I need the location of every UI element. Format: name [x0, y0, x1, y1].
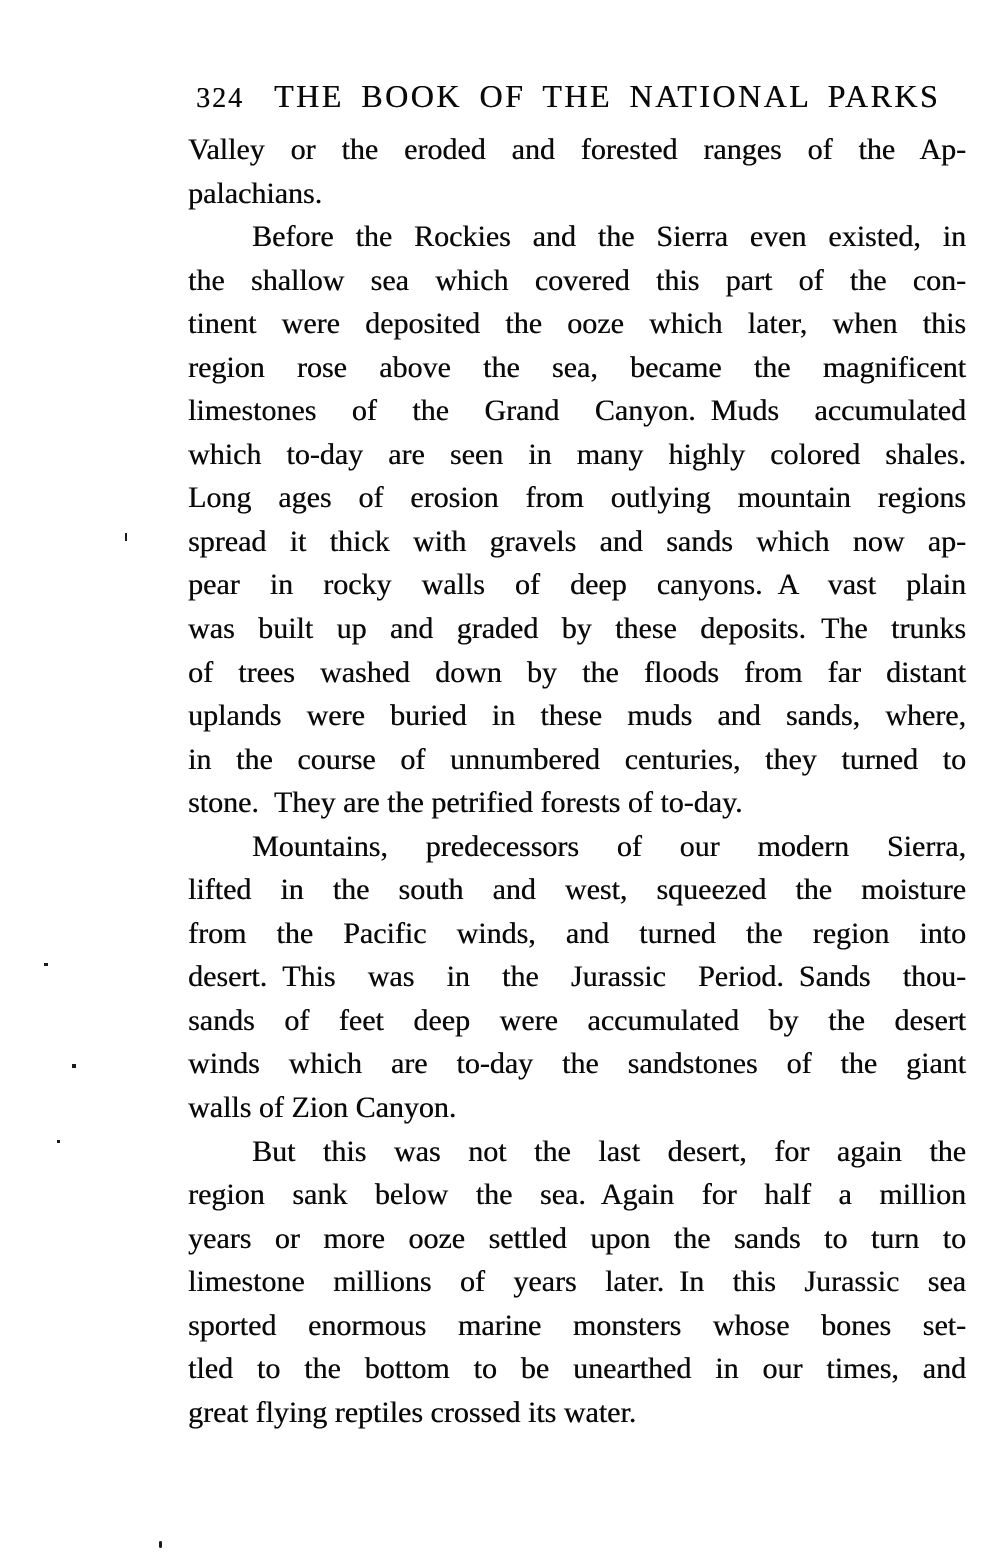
text-line: region sank below the sea. Again for half a million — [188, 1178, 966, 1212]
paragraph — [188, 215, 966, 825]
text-line: limestones of the Grand Canyon. Muds accumulated — [188, 394, 966, 428]
text-line: uplands were buried in these muds and sands, where, — [188, 699, 966, 733]
text-line: sands of feet deep were accumulated by the desert — [188, 1003, 966, 1037]
text-line: spread it thick with gravels and sands which now ap- — [188, 524, 966, 558]
scan-speck — [72, 1064, 76, 1068]
text-line: Mountains, predecessors of our modern Sierra, — [252, 829, 966, 863]
text-line: stone. They are the petrified forests of to-day. — [188, 786, 743, 820]
scan-speck — [125, 533, 127, 541]
text-line: desert. This was in the Jurassic Period. Sands thou- — [188, 960, 966, 994]
scan-speck — [57, 1140, 60, 1143]
text-line: Valley or the eroded and forested ranges of the Ap- — [188, 133, 966, 166]
text-line: lifted in the south and west, squeezed the moisture — [188, 873, 966, 907]
running-header — [196, 78, 940, 115]
running-title: THE BOOK OF THE NATIONAL PARKS — [274, 78, 941, 114]
paragraph — [188, 1130, 966, 1435]
text-line: limestone millions of years later. In this Jurassic sea — [188, 1265, 966, 1299]
scan-speck — [159, 1541, 162, 1548]
text-line: which to-day are seen in many highly colored shales. — [188, 437, 966, 471]
text-line: tinent were deposited the ooze which later, when this — [188, 307, 966, 341]
text-line: palachians. — [188, 176, 323, 210]
page-body — [188, 128, 966, 1434]
text-line: in the course of unnumbered centuries, they turned to — [188, 742, 966, 776]
text-line: sported enormous marine monsters whose bones set- — [188, 1308, 966, 1342]
text-line: was built up and graded by these deposits. The trunks — [188, 612, 966, 646]
text-line: walls of Zion Canyon. — [188, 1091, 457, 1125]
text-line: of trees washed down by the floods from far distant — [188, 655, 966, 689]
paragraph — [188, 128, 966, 215]
text-line: But this was not the last desert, for again the — [252, 1134, 966, 1168]
scan-speck — [44, 963, 48, 966]
text-line: Long ages of erosion from outlying mountain regions — [188, 481, 966, 515]
text-line: from the Pacific winds, and turned the region into — [188, 916, 966, 950]
text-line: tled to the bottom to be unearthed in our times, and — [188, 1352, 966, 1386]
text-line: pear in rocky walls of deep canyons. A vast plain — [188, 568, 966, 602]
text-line: great flying reptiles crossed its water. — [188, 1395, 637, 1429]
text-line: winds which are to-day the sandstones of the giant — [188, 1047, 966, 1081]
page-number: 324 — [196, 83, 244, 114]
text-line: the shallow sea which covered this part of the con- — [188, 263, 966, 297]
paragraph — [188, 825, 966, 1130]
text-line: years or more ooze settled upon the sands to turn to — [188, 1221, 966, 1255]
text-line: Before the Rockies and the Sierra even existed, in — [252, 220, 966, 254]
text-line: region rose above the sea, became the magnificent — [188, 350, 966, 384]
